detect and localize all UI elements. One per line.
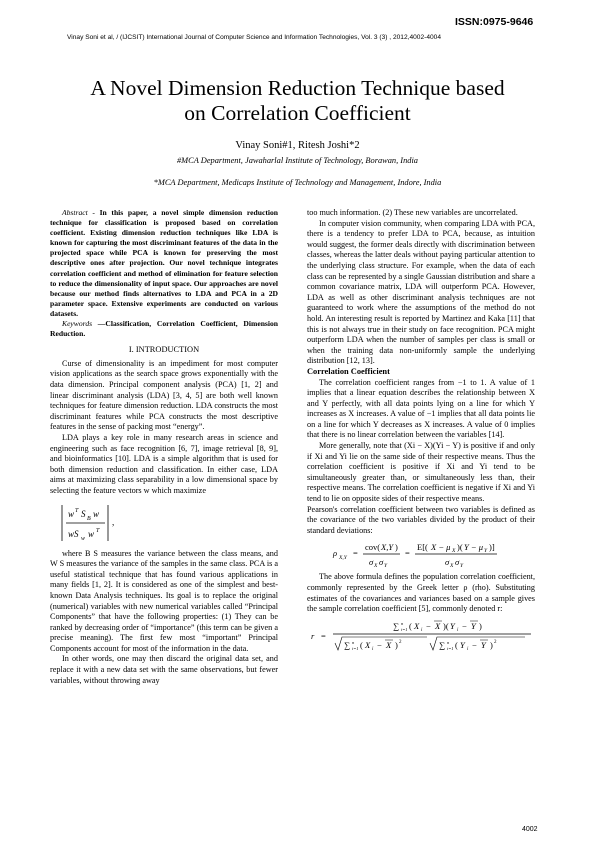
svg-text:σ: σ <box>379 557 384 568</box>
svg-text:Y: Y <box>481 639 486 650</box>
keywords-lead: Keywords <box>62 319 93 329</box>
svg-text:i: i <box>467 646 469 652</box>
svg-text:σ: σ <box>369 557 374 568</box>
svg-text:)]: )] <box>489 542 495 553</box>
svg-text:T: T <box>96 527 100 534</box>
running-head: Vinay Soni et al, / (IJCSIT) International Journal of Computer Science and Information Technologies, Vol. 3 (3) , 2012,4002-4004 <box>67 34 441 41</box>
svg-text:X: X <box>435 620 441 631</box>
svg-text:X,Y: X,Y <box>381 542 394 553</box>
intro-paragraph-4: In other words, one may then discard the original data set, and replace it with a new data set with the same observations, but fewer variables, without throwing away <box>50 654 278 685</box>
svg-text:X − μ: X − μ <box>431 542 451 553</box>
svg-text:T: T <box>75 507 79 514</box>
svg-text:w: w <box>88 528 95 539</box>
svg-text:wS: wS <box>68 528 79 539</box>
svg-text:S: S <box>81 508 86 519</box>
svg-text:i=1: i=1 <box>352 645 359 651</box>
abstract <box>50 208 278 319</box>
affiliation-1: #MCA Department, Jawaharlal Institute of Technology, Borawan, India <box>176 156 418 165</box>
right-paragraph-5: Pearson's correlation coefficient between two variables is defined as the covariance of the two variables divided by the product of their standard deviations: <box>307 504 535 535</box>
svg-text:X: X <box>365 639 371 650</box>
keywords <box>50 319 278 339</box>
svg-text:i=1: i=1 <box>401 626 408 632</box>
intro-paragraph-2: LDA plays a key role in many research areas in science and engineering such as face recognition [6, 7], image retrieval [8, 9], and bioinformatics [10]. LDA is a simple algorithm that is used for both dimension reduction and classification. In either case, LDA aims at maximizing class separability in a low dimensional space by selecting the feature vectors w which maximize <box>50 432 278 495</box>
svg-text:ρ: ρ <box>333 548 338 559</box>
svg-text:E[(: E[( <box>417 542 428 553</box>
svg-text:w: w <box>93 508 100 519</box>
svg-text:−: − <box>472 639 477 650</box>
svg-text:X: X <box>386 639 392 650</box>
svg-text:): ) <box>395 639 398 650</box>
svg-text:w: w <box>68 508 75 519</box>
page-number: 4002 <box>522 826 538 833</box>
svg-text:∑: ∑ <box>344 639 351 650</box>
svg-text:Y: Y <box>484 548 488 555</box>
svg-text:B: B <box>87 515 91 522</box>
svg-text:Y: Y <box>460 563 464 570</box>
right-paragraph-1: too much information. (2) These new variables are uncorrelated. <box>307 208 518 217</box>
svg-text:=: = <box>353 548 358 559</box>
sample-correlation-equation <box>307 617 535 655</box>
right-column <box>307 208 535 657</box>
svg-text:Y: Y <box>450 620 455 631</box>
svg-text:X: X <box>452 548 456 555</box>
keywords-text: —Classification, Correlation Coefficient, Dimension Reduction. <box>50 319 278 339</box>
svg-text:=: = <box>405 548 410 559</box>
svg-text:): ) <box>395 542 398 553</box>
svg-text:Y − μ: Y − μ <box>464 542 483 553</box>
intro-paragraph-1: Curse of dimensionality is an impediment for most computer vision applications as the search space grows exponentially with the data dimension. Principal component analysis (PCA) [1, 2] and linear discriminant analysis (LDA) [3, 4, 5] are both well known techniques for feature dimension reduction. LDA constructs the most discriminant features while PCA constructs the most descriptive features in the sense of packing most “energy”. <box>50 358 278 432</box>
svg-text:X: X <box>374 563 378 570</box>
svg-text:cov(: cov( <box>365 542 381 553</box>
svg-text:i=1: i=1 <box>447 645 454 651</box>
svg-text:σ: σ <box>455 557 460 568</box>
svg-text:Y: Y <box>384 563 388 570</box>
svg-text:X: X <box>414 620 420 631</box>
svg-text:w: w <box>81 535 86 542</box>
svg-text:X: X <box>450 563 454 570</box>
svg-text:): ) <box>479 620 482 631</box>
subsection-heading-correlation: Correlation Coefficient <box>307 366 390 376</box>
svg-text:i: i <box>372 646 374 652</box>
title-line-1: A Novel Dimension Reduction Technique based <box>90 76 505 100</box>
paper-title <box>40 76 555 126</box>
svg-text:,: , <box>112 516 115 527</box>
svg-text:n: n <box>352 639 355 645</box>
svg-text:n: n <box>447 639 450 645</box>
svg-text:)(: )( <box>443 620 449 631</box>
svg-text:∑: ∑ <box>439 639 446 650</box>
svg-text:(: ( <box>409 620 412 631</box>
title-line-2: on Correlation Coefficient <box>184 101 411 125</box>
svg-text:i: i <box>457 627 459 633</box>
svg-text:∑: ∑ <box>393 620 400 631</box>
intro-paragraph-3: where B S measures the variance between the class means, and W S measures the variance of the samples in the same class. PCA is a useful statistical technique that has found various applications in many fields [1, 2]. It is considered as one of the simplest and best-known Data Analysis techniques. Its goal is to replace the original (numerical) variables with new numerical variables called “Principal Components” that have the following properties: (1) They can be ranked by decreasing order of “importance” (this term can be given a precise meaning). The first few most “important” Principal Components account for most of the information in the data. <box>50 548 278 653</box>
svg-text:): ) <box>490 639 493 650</box>
fisher-criterion-equation <box>50 499 278 547</box>
right-paragraph-2: In computer vision community, when comparing LDA with PCA, there is a tendency to prefer LDA to PCA, because, as intuition would suggest, the former deals directly with discrimination between classes, whereas the latter deals without paying particular attention to the underlying class structure. For example, when the data of each class can be represented by a single Gaussian distribution and share a common covariance matrix, LDA will outperform PCA. However, LDA as well as other discriminant analysis techniques are not guaranteed to work where the assumptions of the method do not hold. An interesting result is reported by Martinez and Kaka [11] that this is not always true in their study on face recognition. PCA might outperform LDA when the number of samples per class is small or when the training data non-uniformly sample the underlying distribution [12, 13]. <box>307 218 535 366</box>
svg-text:Y: Y <box>471 620 476 631</box>
right-paragraph-4: More generally, note that (Xi − X)(Yi − Y) is positive if and only if Xi and Yi lie on the same side of their respective means. Thus the correlation coefficient is positive if Xi and Yi tend to be simultaneously greater than, or simultaneously less than, their respective means. The correlation coefficient is negative if Xi and Yi tend to lie on opposite sides of their respective means. <box>307 441 535 504</box>
left-column <box>50 208 278 686</box>
svg-text:−: − <box>426 620 431 631</box>
section-heading-introduction: I. INTRODUCTION <box>128 345 200 355</box>
population-correlation-equation <box>307 538 535 570</box>
author-list: Vinay Soni#1, Ritesh Joshi*2 <box>235 140 360 151</box>
affiliation-2: *MCA Department, Medicaps Institute of Technology and Management, Indore, India <box>153 178 442 187</box>
svg-text:σ: σ <box>445 557 450 568</box>
issn-label: ISSN:0975-9646 <box>455 16 534 28</box>
svg-text:2: 2 <box>494 639 497 645</box>
right-paragraph-3: The correlation coefficient ranges from −1 to 1. A value of 1 implies that a linear equation describes the relationship between X and Y perfectly, with all data points lying on a line for which Y increases as X increases. A value of −1 implies that all data points lie on a line for which Y decreases as X increases. A value of 0 implies that there is no linear correlation between the variables [14]. <box>307 377 535 440</box>
svg-text:2: 2 <box>399 639 402 645</box>
svg-text:(: ( <box>360 639 363 650</box>
svg-text:(: ( <box>455 639 458 650</box>
right-paragraph-6: The above formula defines the population correlation coefficient, commonly represented by the Greek letter ρ (rho). Substituting estimates of the covariances and variances based on a sample gives the sample correlation coefficient [5], commonly denoted r: <box>307 572 535 614</box>
svg-text:−: − <box>462 620 467 631</box>
svg-text:=: = <box>321 630 326 641</box>
abstract-lead: Abstract - <box>62 208 95 217</box>
svg-text:n: n <box>401 620 404 626</box>
svg-text:−: − <box>377 639 382 650</box>
svg-text:i: i <box>421 627 423 633</box>
svg-text:X,Y: X,Y <box>339 555 347 562</box>
svg-text:r: r <box>311 630 315 641</box>
svg-text:)(: )( <box>457 542 463 553</box>
svg-text:Y: Y <box>460 639 465 650</box>
abstract-text: In this paper, a novel simple dimension reduction technique for classification is proposed based on correlation coefficient. Existing dimension reduction techniques like LDA is known for capturing the most discriminant features of the data in the projected space while PCA is known for preserving the most descriptive ones after projection. Our novel technique integrates correlation coefficient and method of elimination for feature selection to reduce the dimensionality of input space. Our approaches are novel because our method finds alternatives to LDA and PCA in a 2D parameter space. Extensive experiments are conducted on various datasets. <box>50 208 278 318</box>
